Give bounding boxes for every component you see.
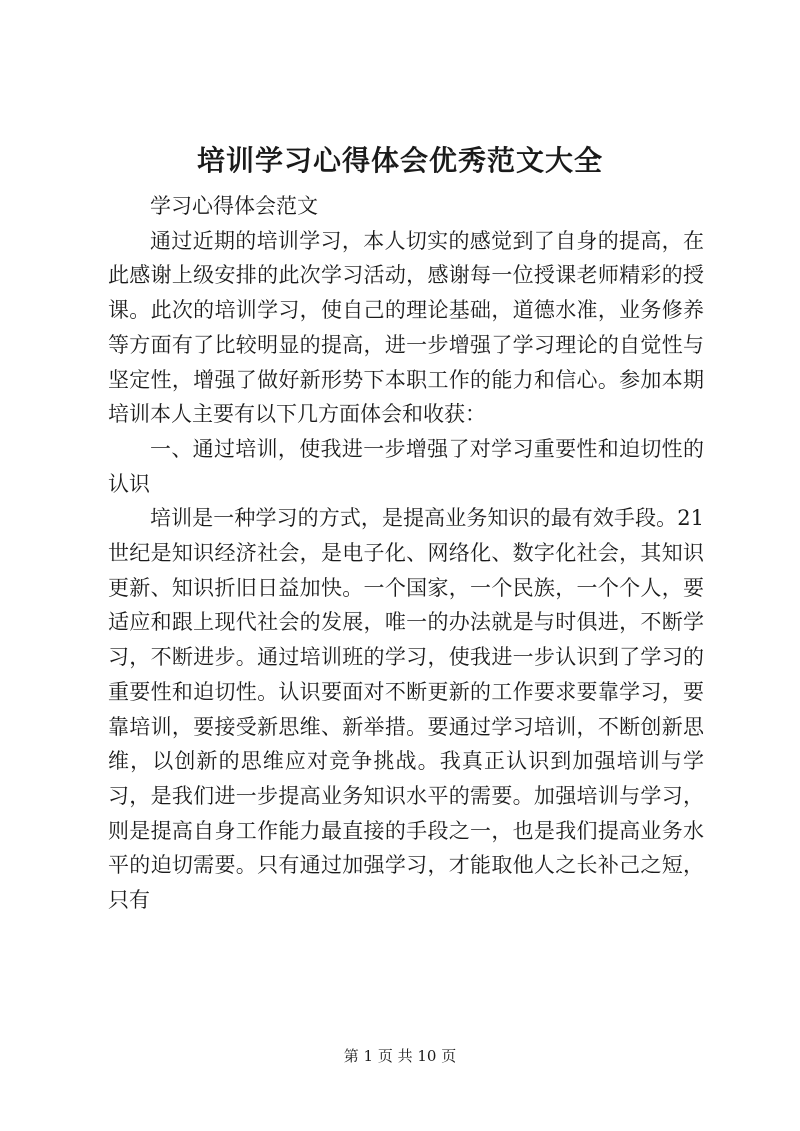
paragraph-intro: 通过近期的培训学习，本人切实的感觉到了自身的提高，在此感谢上级安排的此次学习活动，感谢每一位授课老师精彩的授课。此次的培训学习，使自己的理论基础，道德水准，业务修养等方面有了比较明显的提高，进一步增强了学习理论的自觉性与坚定性，增强了做好新形势下本职工作的能力和信心。参加本期培训本人主要有以下几方面体会和收获： bbox=[108, 228, 704, 427]
paragraph-body-1: 培训是一种学习的方式，是提高业务知识的最有效手段。21世纪是知识经济社会，是电子化、网络化、数字化社会，其知识更新、知识折旧日益加快。一个国家，一个民族，一个个人，要适应和跟上现代社会的发展，唯一的办法就是与时俱进，不断学习，不断进步。通过培训班的学习，使我进一步认识到了学习的重要性和迫切性。认识要面对不断更新的工作要求要靠学习，要靠培训，要接受新思维、新举措。要通过学习培训，不断创新思维，以创新的思维应对竞争挑战。我真正认识到加强培训与学习，是我们进一步提高业务知识水平的需要。加强培训与学习，则是提高自身工作能力最直接的手段之一，也是我们提高业务水平的迫切需要。只有通过加强学习，才能取他人之长补己之短，只有 bbox=[108, 506, 704, 913]
document-title: 培训学习心得体会优秀范文大全 bbox=[196, 144, 603, 177]
paragraph-subtitle: 学习心得体会范文 bbox=[150, 194, 318, 218]
paragraph-heading-1: 一、通过培训，使我进一步增强了对学习重要性和迫切性的认识 bbox=[108, 436, 704, 496]
page-footer: 第 1 页 共 10 页 bbox=[343, 1047, 457, 1065]
document-body bbox=[108, 189, 704, 918]
